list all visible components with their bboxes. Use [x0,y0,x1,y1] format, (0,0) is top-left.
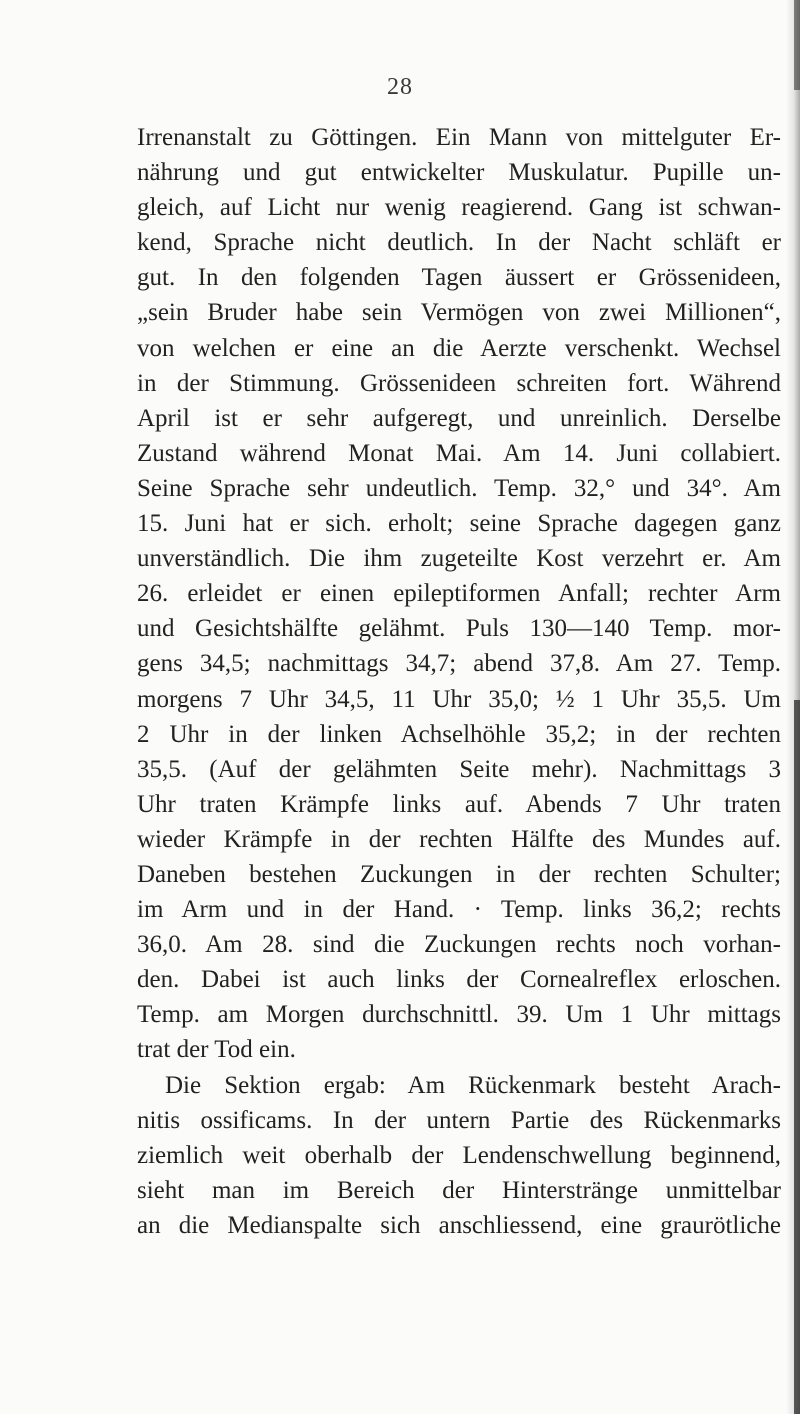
text-line: an die Medianspalte sich anschliessend, eine graurötliche [137,1211,781,1239]
text-line: April ist er sehr aufgeregt, und unreinlich. Derselbe [137,404,781,432]
text-line: Irrenanstalt zu Göttingen. Ein Mann von mittelguter Er- [137,124,781,151]
text-line: „sein Bruder habe sein Vermögen von zwei Millionen“, [137,299,781,327]
text-line: 36,0. Am 28. sind die Zuckungen rechts noch vorhan- [137,931,781,959]
text-line: 15. Juni hat er sich. erholt; seine Sprache dagegen ganz [137,510,781,538]
text-line: im Arm und in der Hand. · Temp. links 36,2; rechts [137,896,781,924]
page-number: 28 [387,74,413,100]
text-line: und Gesichtshälfte gelähmt. Puls 130—140 Temp. mor- [137,615,781,643]
text-line: wieder Krämpfe in der rechten Hälfte des Mundes auf. [137,825,781,853]
text-line: morgens 7 Uhr 34,5, 11 Uhr 35,0; ½ 1 Uhr 35,5. Um [137,685,781,713]
text-line: von welchen er eine an die Aerzte verschenkt. Wechsel [137,334,781,362]
text-line: sieht man im Bereich der Hinterstränge unmittelbar [137,1176,781,1204]
text-line: 26. erleidet er einen epileptiformen Anfall; rechter Arm [137,580,781,608]
text-line: nitis ossificams. In der untern Partie des Rückenmarks [137,1106,781,1134]
text-line: den. Dabei ist auch links der Cornealreflex erloschen. [137,966,781,994]
text-line: kend, Sprache nicht deutlich. In der Nacht schläft er [137,229,781,257]
text-line: 2 Uhr in der linken Achselhöhle 35,2; in der rechten [137,720,781,748]
text-line: unverständlich. Die ihm zugeteilte Kost verzehrt er. Am [137,545,781,573]
text-line: 35,5. (Auf der gelähmten Seite mehr). Nachmittags 3 [137,755,781,783]
text-line: Uhr traten Krämpfe links auf. Abends 7 Uhr traten [137,790,781,818]
page-edge-dark-top [794,0,800,90]
text-line: Die Sektion ergab: Am Rückenmark besteht Arach- [165,1071,781,1099]
text-line: Daneben bestehen Zuckungen in der rechten Schulter; [137,860,781,888]
text-line: nährung und gut entwickelter Muskulatur. Pupille un- [137,159,781,187]
text-line: trat der Tod ein. [137,1036,296,1064]
text-line: in der Stimmung. Grössenideen schreiten fort. Während [137,369,781,397]
page-edge-dark-bottom [794,700,800,1414]
text-line: gut. In den folgenden Tagen äussert er Grössenideen, [137,264,781,292]
text-line: gens 34,5; nachmittags 34,7; abend 37,8. Am 27. Temp. [137,650,781,678]
text-line: Zustand während Monat Mai. Am 14. Juni collabiert. [137,439,781,467]
text-line: gleich, auf Licht nur wenig reagierend. Gang ist schwan- [137,194,781,222]
paragraph-autopsy [137,1068,781,1243]
paragraph-case-history [137,120,781,1068]
text-line: Temp. am Morgen durchschnittl. 39. Um 1 Uhr mittags [137,1001,781,1029]
text-line: ziemlich weit oberhalb der Lendenschwellung beginnend, [137,1141,781,1169]
text-line: Seine Sprache sehr undeutlich. Temp. 32,° und 34°. Am [137,474,781,502]
body-text [137,120,781,1243]
